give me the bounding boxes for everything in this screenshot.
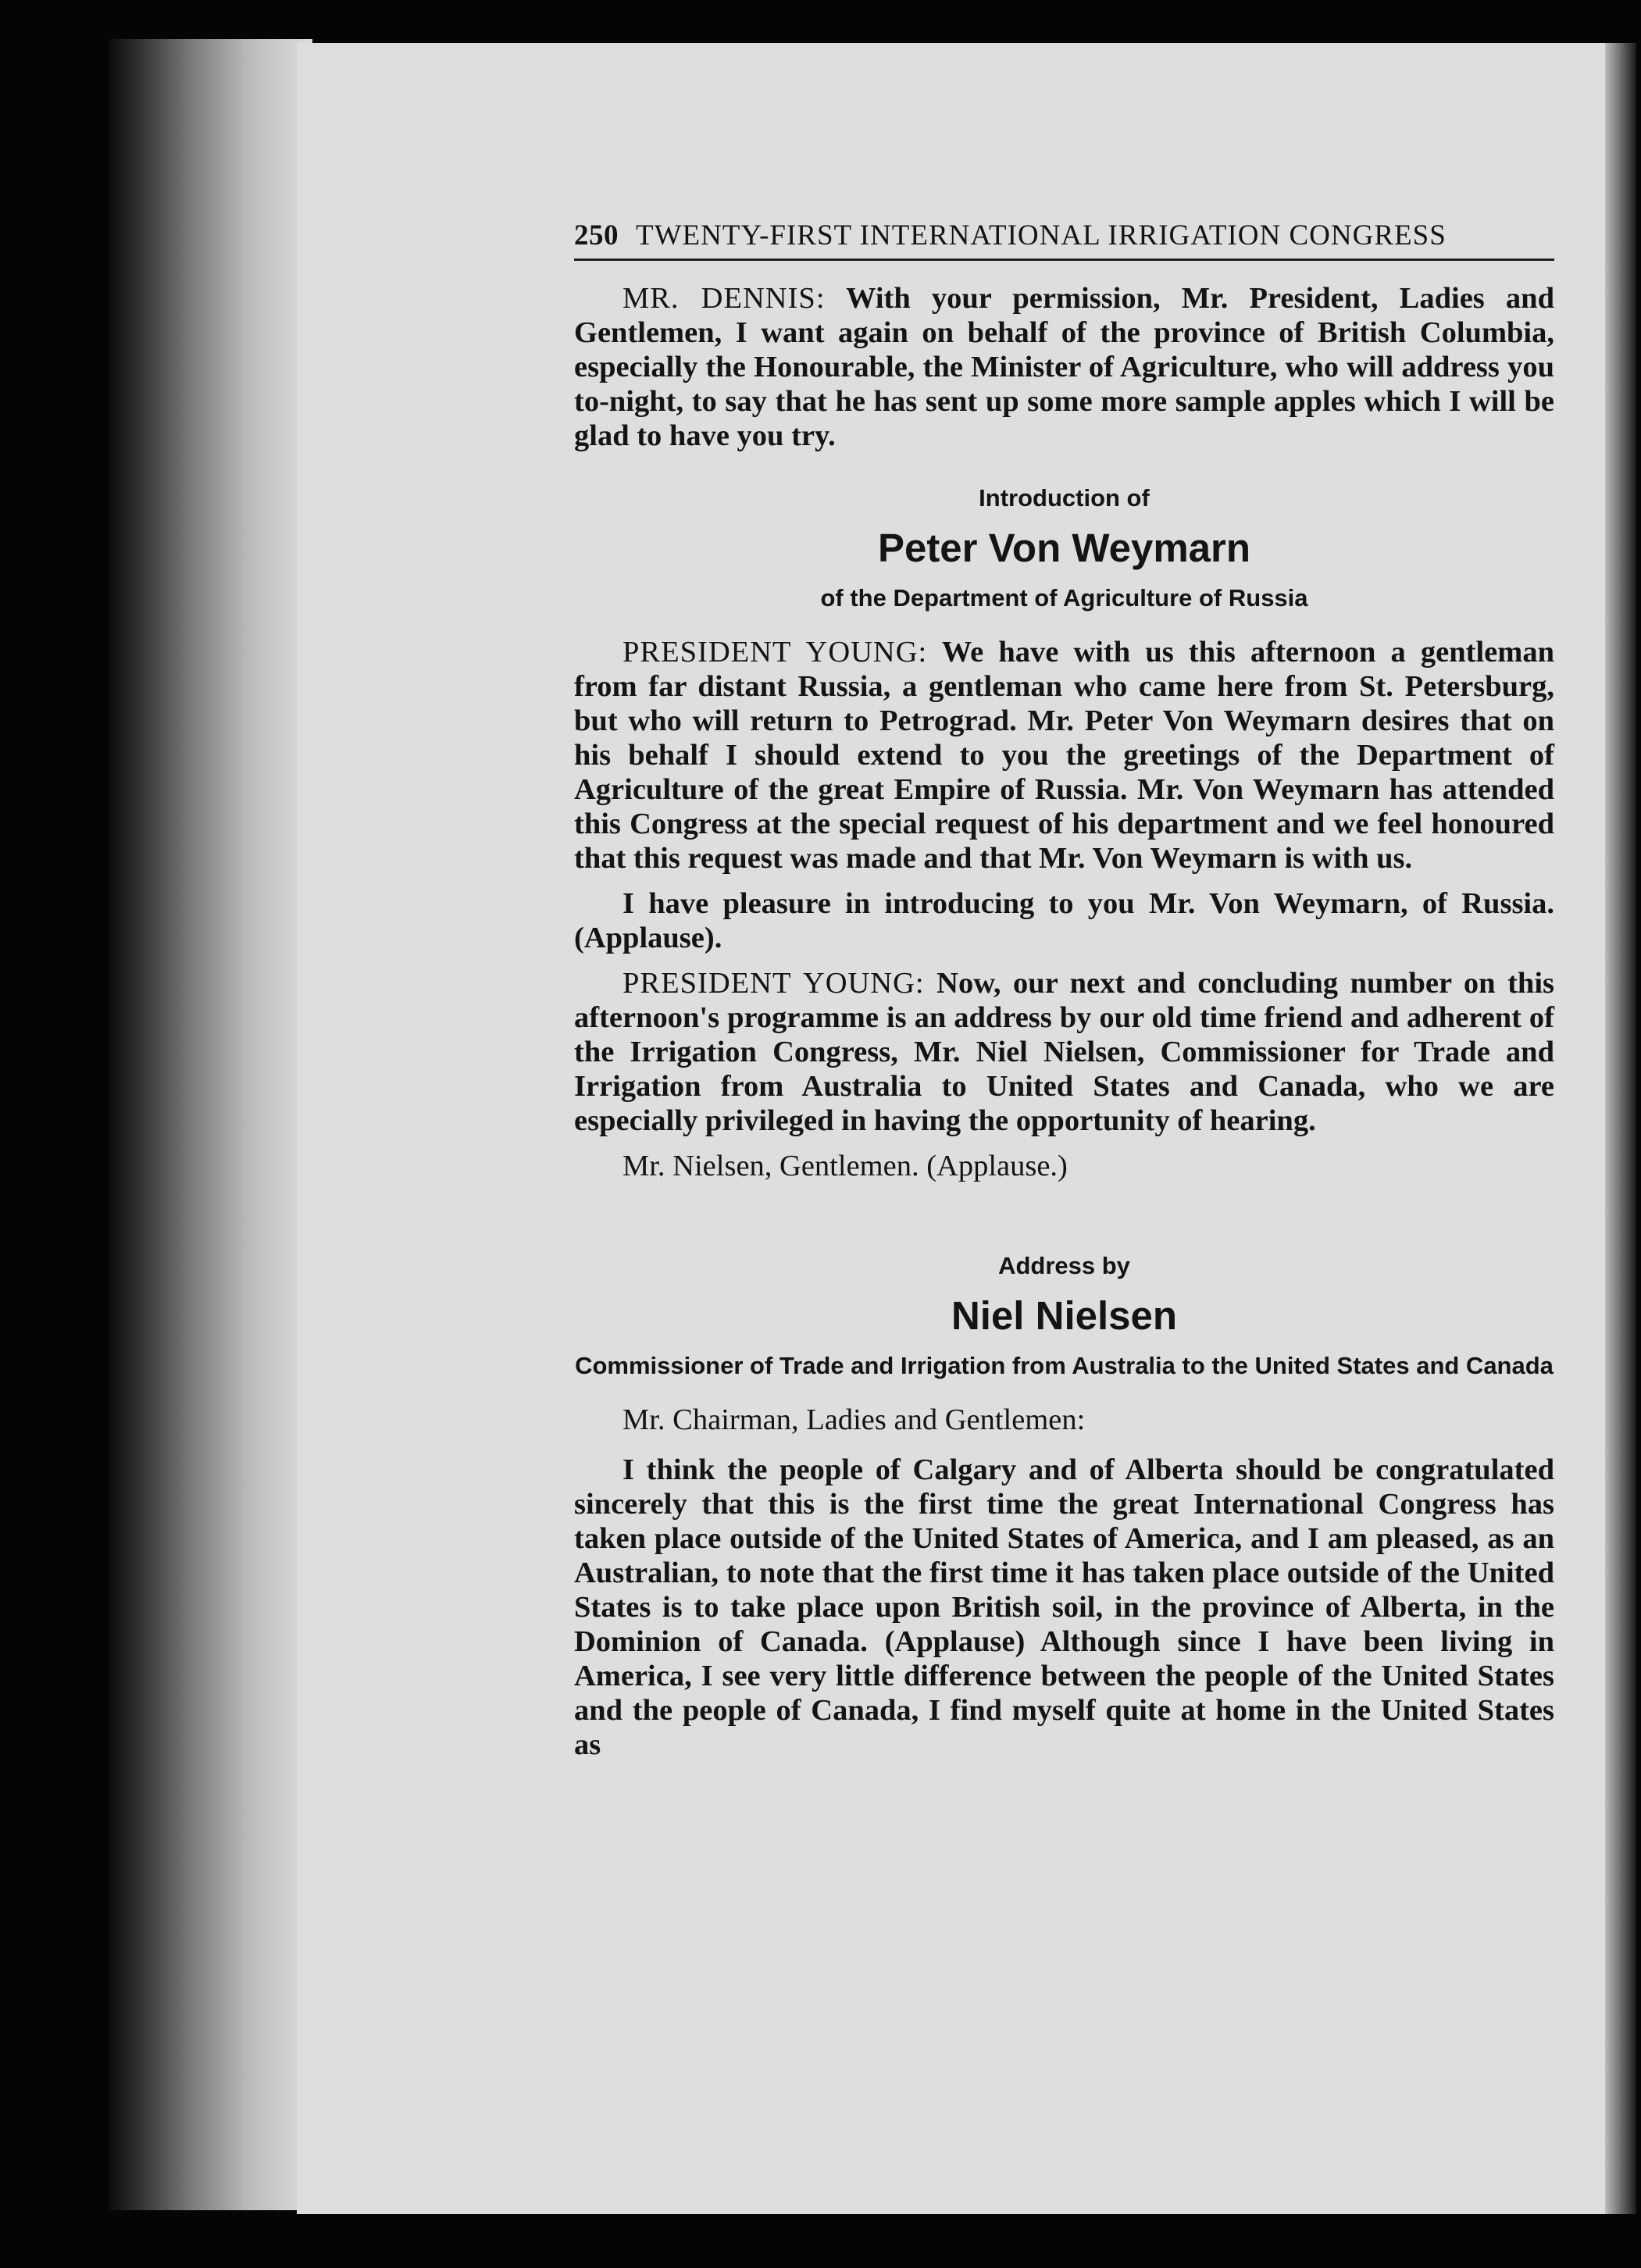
paragraph-salutation: Mr. Chairman, Ladies and Gentlemen: xyxy=(623,1403,1086,1436)
book-binding-shadow xyxy=(109,39,312,2210)
paragraph-text: We have with us this afternoon a gentleman from far distant Russia, a gentleman who came here from St. Petersburg, but who will return to Petrograd. Mr. Peter Von Weymarn desires that on his behalf I should extend to you the greetings of the Department of Agriculture of the great Empire of Russia. Mr. Von Weymarn has attended this Congress at the special request of his department and we feel honoured that this request was made and that Mr. Von Weymarn is with us. xyxy=(574,636,1555,875)
running-title: TWENTY-FIRST INTERNATIONAL IRRIGATION CONGRESS xyxy=(636,219,1447,251)
section-subtitle: of the Department of Agriculture of Russia xyxy=(820,584,1308,612)
paragraph-address-body: I think the people of Calgary and of Alberta should be congratulated sincerely that this is the first time the great International Congress has taken place outside of the United States of America, and I am pleased, as an Australian, to note that the first time it has taken place outside of the United States is to take place upon British soil, in the province of Alberta, in the Dominion of Canada. (Applause) Although since I have been living in America, I see very little difference between the people of the United States and the people of Canada, I find myself quite at home in the United States as xyxy=(574,1453,1554,1761)
section-name: Peter Von Weymarn xyxy=(877,526,1251,570)
section-kicker: Introduction of xyxy=(979,484,1150,512)
paragraph-text: Now, our next and concluding number on this afternoon's programme is an address by our old time friend and adherent of the Irrigation Congress, Mr. Niel Nielsen, Commissioner for Trade and Irrigation from Australia to United States and Canada, who we are especially privileged in having the opportunity of hearing. xyxy=(574,967,1554,1137)
paragraph-president-young-2 xyxy=(574,966,1554,1138)
page-text-column xyxy=(574,219,1554,1762)
speaker-label: PRESIDENT YOUNG: xyxy=(623,967,925,1000)
page-number: 250 xyxy=(574,219,619,251)
page-edge-shadow xyxy=(1605,43,1636,2214)
section-name: Niel Nielsen xyxy=(951,1293,1178,1338)
paragraph-president-young-1 xyxy=(574,635,1554,875)
section-subtitle: Commissioner of Trade and Irrigation from Australia to the United States and Canada xyxy=(575,1352,1554,1379)
paragraph-introducing: I have pleasure in introducing to you Mr. Von Weymarn, of Russia. (Applause). xyxy=(574,887,1554,954)
speaker-label: PRESIDENT YOUNG: xyxy=(623,636,928,669)
section-kicker: Address by xyxy=(998,1252,1130,1279)
paragraph-dennis xyxy=(574,281,1554,453)
paragraph-nielsen-gentlemen: Mr. Nielsen, Gentlemen. (Applause.) xyxy=(623,1150,1068,1182)
speaker-label: MR. DENNIS: xyxy=(623,282,826,315)
running-head xyxy=(574,219,1554,261)
paragraph-text: With your permission, Mr. President, Ladies and Gentlemen, I want again on behalf of the province of British Columbia, especially the Honourable, the Minister of Agriculture, who will address you to-night, to say that he has sent up some more sample apples which I will be glad to have you try. xyxy=(574,282,1554,452)
